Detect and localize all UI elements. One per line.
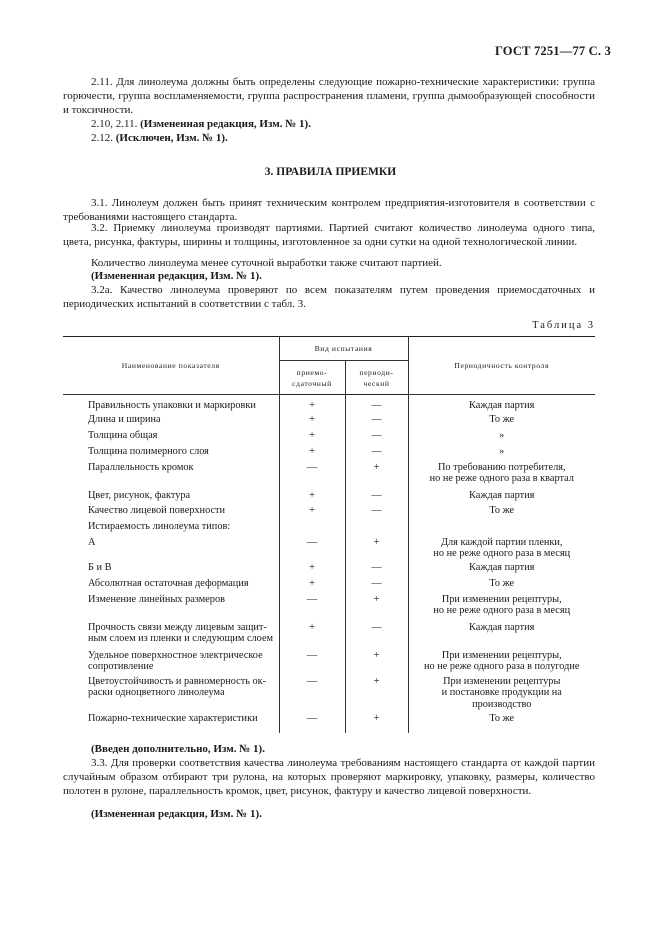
paragraph-3-2: 3.2. Приемку линолеума производят партиями. Партией считают количество линолеума одного типа, цвета, рисунка, фактуры, ширины и толщины, изготовленное за одни сутки на одной технологической линии. bbox=[63, 222, 595, 248]
amendment-note: (Измененная редакция, Изм. № 1). bbox=[91, 808, 262, 820]
cell-periodic: — bbox=[345, 503, 408, 519]
table-row bbox=[63, 519, 595, 535]
cell-indicator: Прочность связи между лицевым защит- ным слоем из пленки и следующим слоем bbox=[88, 621, 274, 645]
cell-acceptance: — bbox=[279, 674, 345, 711]
cell-frequency: При изменении рецептуры, но не реже одного раза в месяц bbox=[408, 592, 595, 620]
cell-acceptance: + bbox=[279, 560, 345, 576]
cell-indicator: Правильность упаковки и маркировки bbox=[88, 400, 256, 411]
cell-periodic: — bbox=[345, 395, 408, 412]
cell-indicator: Пожарно-технические характеристики bbox=[88, 712, 258, 724]
cell-periodic: + bbox=[345, 592, 408, 620]
table-row bbox=[63, 488, 595, 503]
cell-periodic: — bbox=[345, 560, 408, 576]
amendment-note: (Измененная редакция, Изм. № 1). bbox=[91, 270, 262, 282]
header-frequency: Периодичность контроля bbox=[408, 337, 595, 395]
cell-frequency: » bbox=[408, 444, 595, 460]
cell-acceptance: + bbox=[279, 620, 345, 648]
paragraph-2-11: 2.11. Для линолеума должны быть определены следующие пожарно-технические характеристики: группа горючести, группа воспламеняемости, группа распространения пламени, группа дымообразующей способности и токсичности. bbox=[63, 76, 595, 116]
amendment-note: (Исключен, Изм. № 1). bbox=[115, 132, 228, 144]
cell-frequency: То же bbox=[408, 412, 595, 428]
cell-acceptance: + bbox=[279, 412, 345, 428]
table-row bbox=[63, 674, 595, 711]
amendment-note-introduced: (Введен дополнительно, Изм. № 1). bbox=[91, 743, 265, 755]
cell-frequency: По требованию потребителя, но не реже одного раза в квартал bbox=[408, 460, 595, 488]
cell-frequency: То же bbox=[408, 711, 595, 733]
cell-periodic bbox=[345, 519, 408, 535]
table-row bbox=[63, 711, 595, 733]
clause-number: 2.12. bbox=[91, 132, 113, 144]
cell-frequency: При изменении рецептуры и постановке продукции на производство bbox=[408, 674, 595, 711]
cell-acceptance: + bbox=[279, 576, 345, 592]
table-row bbox=[63, 560, 595, 576]
cell-acceptance: — bbox=[279, 592, 345, 620]
cell-periodic: + bbox=[345, 648, 408, 674]
cell-acceptance: + bbox=[279, 503, 345, 519]
cell-frequency: Для каждой партии пленки, но не реже одного раза в месяц bbox=[408, 535, 595, 560]
cell-frequency bbox=[408, 519, 595, 535]
cell-indicator: Цвет, рисунок, фактура bbox=[88, 489, 191, 501]
cell-indicator: Толщина полимерного слоя bbox=[88, 445, 209, 457]
cell-indicator: Б и В bbox=[88, 561, 112, 573]
table-row bbox=[63, 648, 595, 674]
paragraph-3-3: 3.3. Для проверки соответствия качества линолеума требованиям настоящего стандарта от каждой партии случайным образом отбирают три рулона, на которых проверяют маркировку, упаковку, размеры, количество полотен в рулоне, параллельность кромок, цвет, рисунок, фактуру и качество лицевой поверхности. bbox=[63, 757, 595, 797]
cell-acceptance: — bbox=[279, 535, 345, 560]
cell-acceptance: — bbox=[279, 648, 345, 674]
cell-periodic: — bbox=[345, 576, 408, 592]
table-row bbox=[63, 460, 595, 488]
cell-periodic: — bbox=[345, 412, 408, 428]
table-row bbox=[63, 535, 595, 560]
header-periodic: периоди- ческий bbox=[345, 361, 408, 395]
table-body bbox=[63, 395, 595, 733]
table-row bbox=[63, 444, 595, 460]
paragraph-2-12 bbox=[63, 131, 595, 145]
cell-acceptance: — bbox=[279, 460, 345, 488]
cell-periodic: + bbox=[345, 711, 408, 733]
table-row bbox=[63, 503, 595, 519]
table-row bbox=[63, 592, 595, 620]
cell-frequency: Каждая партия bbox=[408, 620, 595, 648]
cell-periodic: — bbox=[345, 620, 408, 648]
cell-indicator: Абсолютная остаточная деформация bbox=[88, 577, 249, 589]
cell-indicator: Удельное поверхностное электрическое сопротивление bbox=[88, 649, 263, 673]
table-row bbox=[63, 412, 595, 428]
table-row bbox=[63, 428, 595, 444]
paragraph-3-2a: 3.2а. Качество линолеума проверяют по всем показателям путем проведения приемосдаточных и периодических испытаний в соответствии с табл. 3. bbox=[63, 284, 595, 310]
cell-indicator: А bbox=[88, 536, 96, 548]
table-row bbox=[63, 576, 595, 592]
section-title: 3. ПРАВИЛА ПРИЕМКИ bbox=[264, 166, 397, 178]
cell-periodic: — bbox=[345, 444, 408, 460]
header-test-kind: Вид испытания bbox=[279, 337, 408, 361]
cell-acceptance: + bbox=[279, 444, 345, 460]
cell-frequency: Каждая партия bbox=[408, 488, 595, 503]
cell-acceptance: + bbox=[279, 488, 345, 503]
cell-periodic: — bbox=[345, 488, 408, 503]
cell-indicator: Изменение линейных размеров bbox=[88, 593, 225, 605]
table-row bbox=[63, 620, 595, 648]
cell-acceptance: — bbox=[279, 711, 345, 733]
cell-frequency: При изменении рецептуры, но не реже одного раза в полугодие bbox=[408, 648, 595, 674]
cell-frequency: То же bbox=[408, 503, 595, 519]
cell-indicator: Толщина общая bbox=[88, 429, 158, 441]
paragraph-3-2-lot: Количество линолеума менее суточной выработки также считают партией. bbox=[91, 257, 442, 269]
header-acceptance: приемо- сдаточный bbox=[279, 361, 345, 395]
cell-acceptance bbox=[279, 519, 345, 535]
table-caption: Таблица 3 bbox=[532, 320, 595, 331]
cell-acceptance: + bbox=[279, 395, 345, 412]
cell-indicator: Цветоустойчивость и равномерность ок- раски одноцветного линолеума bbox=[88, 675, 267, 699]
inspection-table bbox=[63, 336, 595, 733]
cell-periodic: + bbox=[345, 674, 408, 711]
cell-indicator: Истираемость линолеума типов: bbox=[88, 520, 231, 532]
cell-acceptance: + bbox=[279, 428, 345, 444]
table-row bbox=[63, 395, 595, 412]
header-indicator-name: Наименование показателя bbox=[63, 337, 279, 395]
cell-periodic: — bbox=[345, 428, 408, 444]
cell-frequency: » bbox=[408, 428, 595, 444]
amendment-note: (Измененная редакция, Изм. № 1). bbox=[140, 118, 311, 130]
cell-frequency: То же bbox=[408, 576, 595, 592]
cell-periodic: + bbox=[345, 460, 408, 488]
cell-indicator: Параллельность кромок bbox=[88, 461, 194, 473]
cell-periodic: + bbox=[345, 535, 408, 560]
clause-number: 2.10, 2.11. bbox=[91, 118, 138, 130]
cell-frequency: Каждая партия bbox=[408, 395, 595, 412]
cell-indicator: Качество лицевой поверхности bbox=[88, 504, 226, 516]
cell-frequency: Каждая партия bbox=[408, 560, 595, 576]
page-header: ГОСТ 7251—77 С. 3 bbox=[494, 44, 611, 58]
paragraph-2-10-note bbox=[63, 117, 595, 131]
cell-indicator: Длина и ширина bbox=[88, 413, 161, 425]
paragraph-3-1: 3.1. Линолеум должен быть принят техническим контролем предприятия-изготовителя в соответствии с требованиями настоящего стандарта. bbox=[63, 197, 595, 223]
